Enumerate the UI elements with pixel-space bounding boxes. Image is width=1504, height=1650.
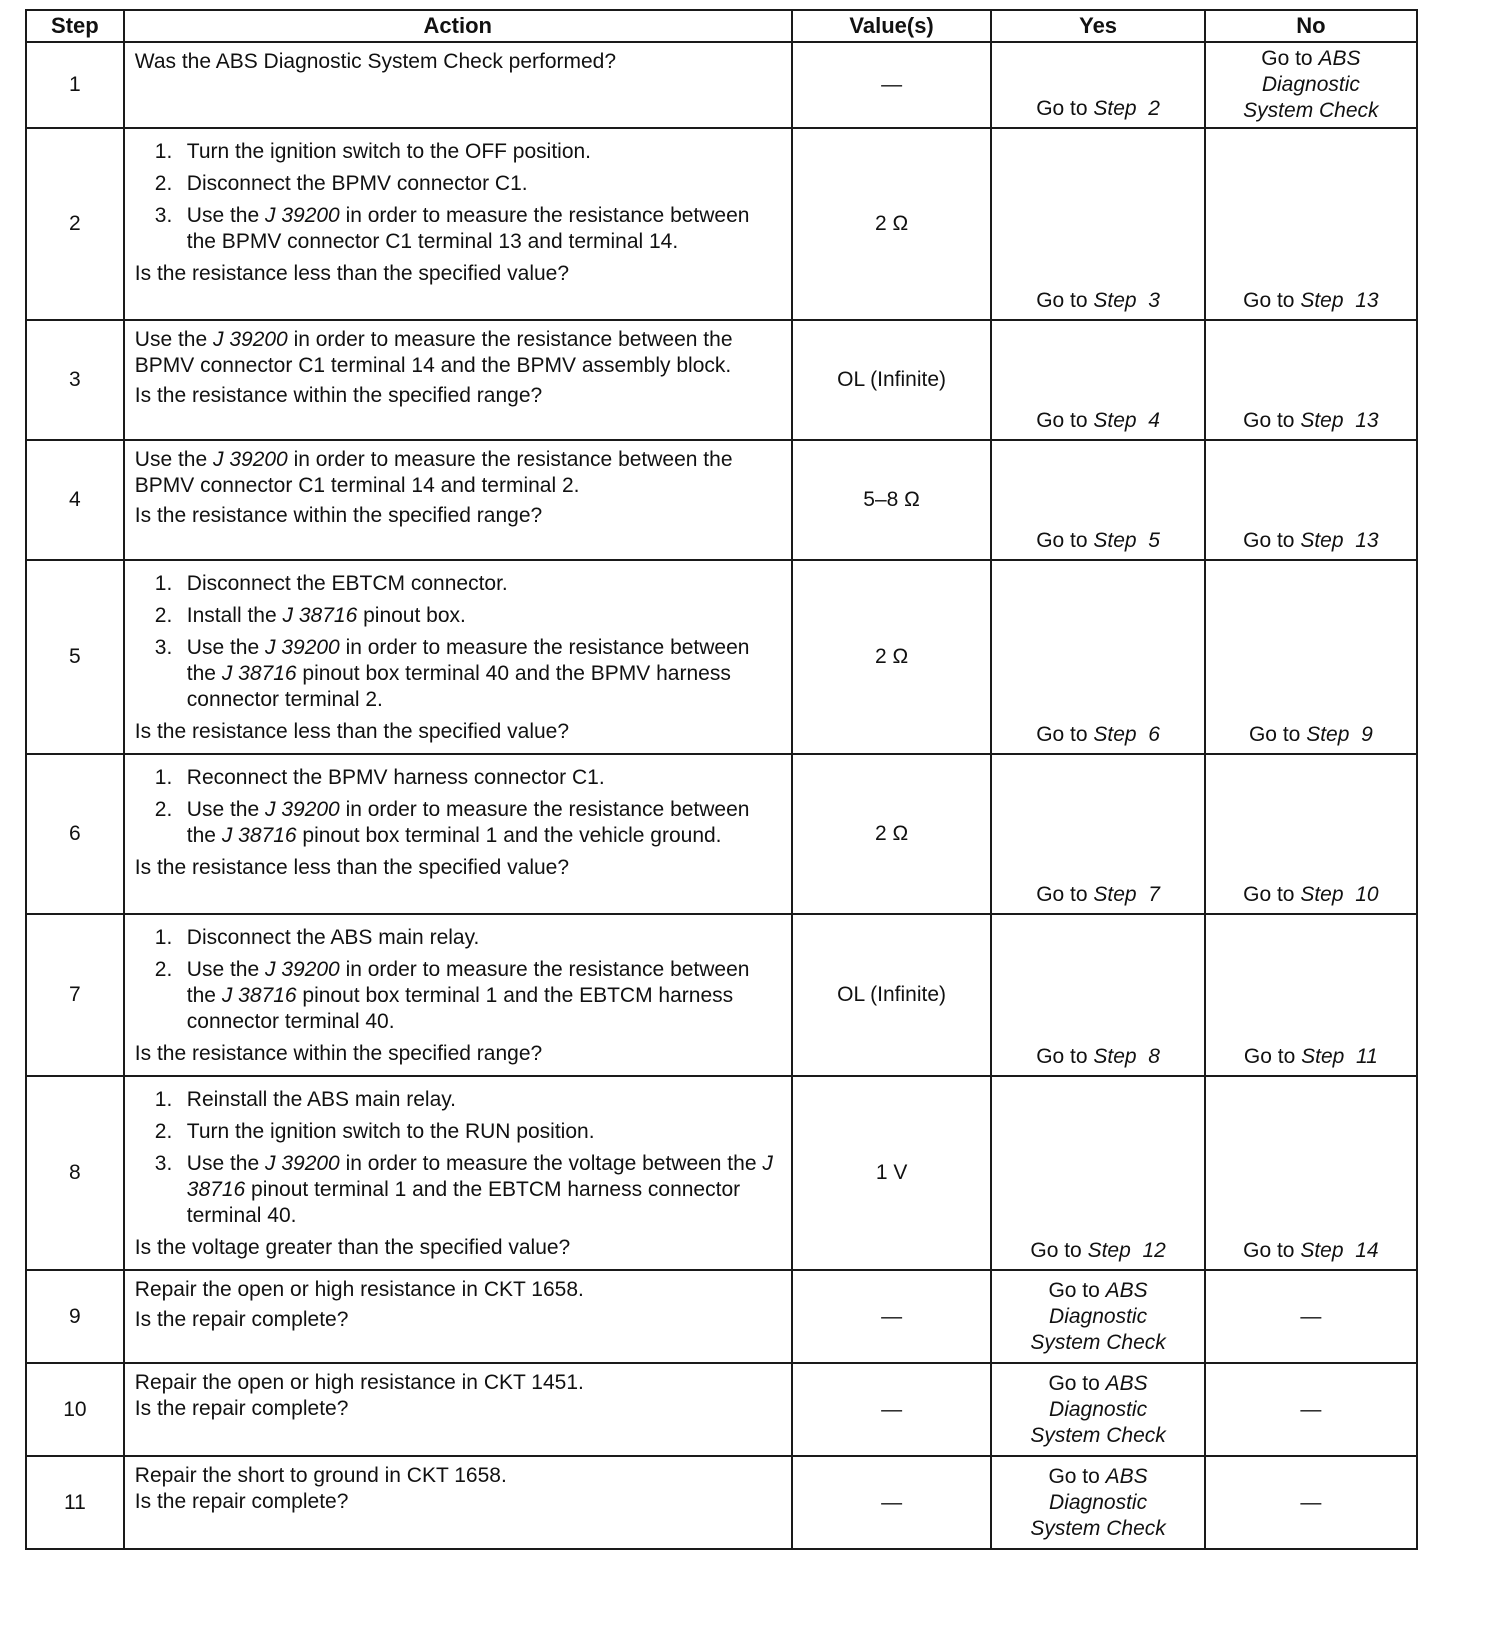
list-item: 1. Reconnect the BPMV harness connector C1. bbox=[154, 766, 605, 789]
action-cell bbox=[124, 128, 792, 320]
value-cell: 2 Ω bbox=[792, 560, 992, 754]
tool-name: J 39200 bbox=[265, 1152, 340, 1175]
action-list bbox=[135, 925, 781, 1035]
step-number: 1 bbox=[26, 42, 124, 128]
list-item: 2. Install the J 38716 pinout box. bbox=[154, 604, 466, 627]
tool-name: J 39200 bbox=[265, 204, 340, 227]
yes-cell: Go to Step 5 bbox=[991, 440, 1204, 560]
tool-name: J 38716 bbox=[282, 604, 358, 627]
action-cell bbox=[124, 320, 792, 440]
question: Is the repair complete? bbox=[134, 1308, 349, 1331]
step-number: 5 bbox=[26, 560, 124, 754]
header-action: Action bbox=[124, 10, 792, 42]
value-cell: 1 V bbox=[792, 1076, 992, 1270]
action-text: Repair the open or high resistance in CKT 1658. bbox=[134, 1278, 584, 1301]
yes-cell: Go to Step 7 bbox=[991, 754, 1204, 914]
header-step: Step bbox=[26, 10, 124, 42]
table-row bbox=[26, 914, 1417, 1076]
step-number: 2 bbox=[26, 128, 124, 320]
yes-cell: Go to ABS Diagnostic System Check bbox=[991, 1270, 1204, 1363]
yes-cell: Go to ABS Diagnostic System Check bbox=[991, 1363, 1204, 1456]
no-cell: Go to Step 13 bbox=[1205, 128, 1417, 320]
yes-cell: Go to Step 4 bbox=[991, 320, 1204, 440]
tool-name: J 39200 bbox=[213, 328, 288, 351]
action-cell bbox=[124, 1456, 792, 1549]
list-item: 3. Use the J 39200 in order to measure the resistance between the J 38716 pinout box terminal 40 and the BPMV harness connector terminal 2. bbox=[154, 636, 750, 711]
header-values: Value(s) bbox=[792, 10, 992, 42]
no-cell: — bbox=[1205, 1270, 1417, 1363]
value-cell: OL (Infinite) bbox=[792, 320, 992, 440]
yes-cell: Go to ABS Diagnostic System Check bbox=[991, 1456, 1204, 1549]
step-number: 9 bbox=[26, 1270, 124, 1363]
question: Is the resistance less than the specified value? bbox=[134, 856, 570, 879]
step-number: 10 bbox=[26, 1363, 124, 1456]
action-cell bbox=[124, 914, 792, 1076]
table-row bbox=[26, 1076, 1417, 1270]
action-text: Repair the open or high resistance in CKT 1451. bbox=[134, 1371, 584, 1394]
list-item: 1. Disconnect the ABS main relay. bbox=[154, 926, 480, 949]
table-row bbox=[26, 1270, 1417, 1363]
question: Is the resistance within the specified range? bbox=[134, 384, 543, 407]
list-item: 2. Use the J 39200 in order to measure the resistance between the J 38716 pinout box terminal 1 and the vehicle ground. bbox=[154, 798, 750, 847]
no-cell: Go to Step 10 bbox=[1205, 754, 1417, 914]
action-text: Repair the short to ground in CKT 1658. bbox=[134, 1464, 507, 1487]
list-item: 1. Turn the ignition switch to the OFF position. bbox=[154, 140, 592, 163]
value-cell: OL (Infinite) bbox=[792, 914, 992, 1076]
list-item: 1. Disconnect the EBTCM connector. bbox=[154, 572, 508, 595]
step-number: 7 bbox=[26, 914, 124, 1076]
action-list bbox=[135, 1087, 781, 1229]
action-cell bbox=[124, 440, 792, 560]
yes-cell: Go to Step 3 bbox=[991, 128, 1204, 320]
list-item: 3. Use the J 39200 in order to measure the resistance between the BPMV connector C1 terminal 13 and terminal 14. bbox=[154, 204, 750, 253]
step-number: 6 bbox=[26, 754, 124, 914]
header-no: No bbox=[1205, 10, 1417, 42]
yes-cell: Go to Step 8 bbox=[991, 914, 1204, 1076]
no-cell: Go to Step 9 bbox=[1205, 560, 1417, 754]
action-cell bbox=[124, 42, 792, 128]
list-item: 2. Use the J 39200 in order to measure the resistance between the J 38716 pinout box terminal 1 and the EBTCM harness connector terminal 40. bbox=[154, 958, 750, 1033]
value-cell: 5–8 Ω bbox=[792, 440, 992, 560]
yes-cell: Go to Step 2 bbox=[991, 42, 1204, 128]
tool-name: J 39200 bbox=[265, 798, 340, 821]
table-row bbox=[26, 440, 1417, 560]
list-item: 2. Turn the ignition switch to the RUN position. bbox=[154, 1120, 595, 1143]
question: Is the voltage greater than the specified value? bbox=[134, 1236, 571, 1259]
table-row bbox=[26, 320, 1417, 440]
action-list bbox=[135, 571, 781, 713]
step-number: 3 bbox=[26, 320, 124, 440]
action-cell bbox=[124, 560, 792, 754]
question: Is the resistance within the specified range? bbox=[134, 1042, 543, 1065]
no-cell: Go to Step 11 bbox=[1205, 914, 1417, 1076]
action-text: Use the J 39200 in order to measure the resistance between the BPMV connector C1 terminal 14 and terminal 2. bbox=[134, 448, 733, 497]
action-cell bbox=[124, 1076, 792, 1270]
action-list bbox=[135, 765, 781, 849]
table-row bbox=[26, 42, 1417, 128]
step-number: 11 bbox=[26, 1456, 124, 1549]
no-cell: Go to Step 13 bbox=[1205, 440, 1417, 560]
value-cell: 2 Ω bbox=[792, 128, 992, 320]
action-cell bbox=[124, 754, 792, 914]
yes-cell: Go to Step 12 bbox=[991, 1076, 1204, 1270]
value-cell: — bbox=[792, 1363, 992, 1456]
header-row bbox=[26, 10, 1417, 42]
action-text: Was the ABS Diagnostic System Check performed? bbox=[134, 50, 617, 73]
table-row bbox=[26, 754, 1417, 914]
header-yes: Yes bbox=[991, 10, 1204, 42]
table-row bbox=[26, 128, 1417, 320]
no-cell: Go to Step 14 bbox=[1205, 1076, 1417, 1270]
no-cell: Go to Step 13 bbox=[1205, 320, 1417, 440]
step-number: 8 bbox=[26, 1076, 124, 1270]
action-list bbox=[135, 139, 781, 255]
table-row bbox=[26, 1456, 1417, 1549]
tool-name: J 38716 bbox=[221, 824, 297, 847]
question: Is the resistance less than the specified value? bbox=[134, 720, 570, 743]
tool-name: J 38716 bbox=[221, 662, 297, 685]
action-cell bbox=[124, 1363, 792, 1456]
question: Is the repair complete? bbox=[134, 1397, 349, 1420]
step-number: 4 bbox=[26, 440, 124, 560]
value-cell: — bbox=[792, 42, 992, 128]
table-row bbox=[26, 1363, 1417, 1456]
yes-cell: Go to Step 6 bbox=[991, 560, 1204, 754]
diagnostic-table bbox=[25, 9, 1418, 1550]
tool-name: J 39200 bbox=[213, 448, 288, 471]
tool-name: J 39200 bbox=[265, 636, 340, 659]
question: Is the resistance less than the specified value? bbox=[134, 262, 570, 285]
list-item: 3. Use the J 39200 in order to measure the voltage between the J 38716 pinout terminal 1 and the EBTCM harness connector terminal 40. bbox=[154, 1152, 773, 1227]
question: Is the resistance within the specified range? bbox=[134, 504, 543, 527]
tool-name: J 38716 bbox=[221, 984, 297, 1007]
no-cell: — bbox=[1205, 1456, 1417, 1549]
value-cell: 2 Ω bbox=[792, 754, 992, 914]
value-cell: — bbox=[792, 1270, 992, 1363]
no-cell: Go to ABS Diagnostic System Check bbox=[1205, 42, 1417, 128]
value-cell: — bbox=[792, 1456, 992, 1549]
tool-name: J 39200 bbox=[265, 958, 340, 981]
action-text: Use the J 39200 in order to measure the resistance between the BPMV connector C1 terminal 14 and the BPMV assembly block. bbox=[134, 328, 733, 377]
table-row bbox=[26, 560, 1417, 754]
tool-name: J 38716 bbox=[186, 1152, 773, 1201]
action-cell bbox=[124, 1270, 792, 1363]
list-item: 2. Disconnect the BPMV connector C1. bbox=[154, 172, 528, 195]
question: Is the repair complete? bbox=[134, 1490, 349, 1513]
list-item: 1. Reinstall the ABS main relay. bbox=[154, 1088, 457, 1111]
no-cell: — bbox=[1205, 1363, 1417, 1456]
